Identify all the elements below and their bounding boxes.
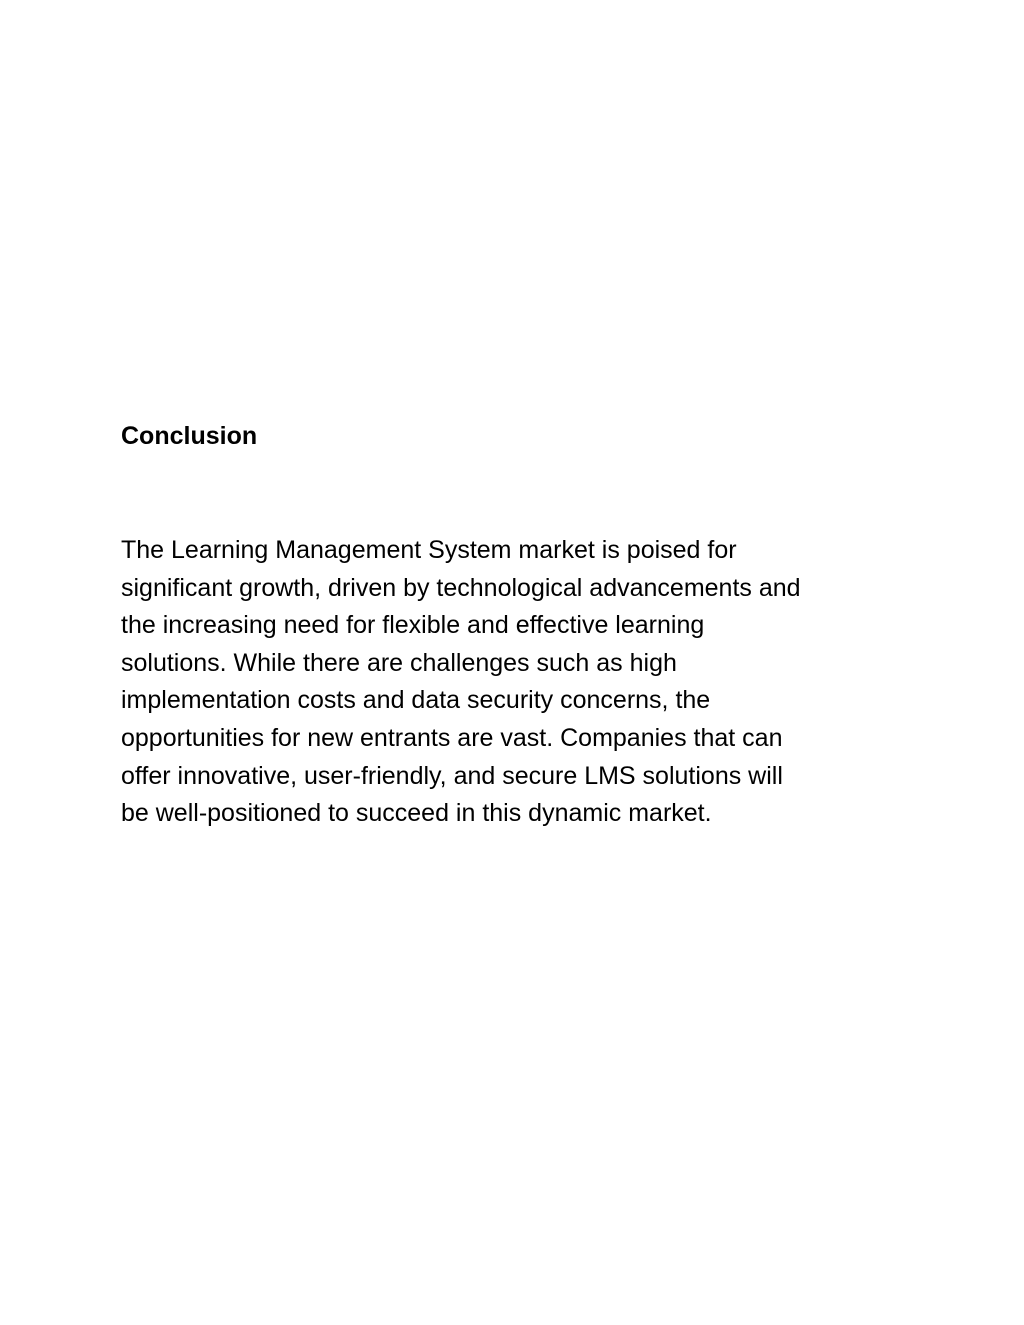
section-heading: Conclusion	[121, 422, 258, 450]
paragraph-line: the increasing need for flexible and effective learning	[121, 611, 705, 640]
paragraph-line: offer innovative, user-friendly, and secure LMS solutions will	[121, 761, 783, 790]
conclusion-paragraph	[121, 532, 911, 833]
paragraph-line: solutions. While there are challenges such as high	[121, 648, 677, 677]
paragraph-line: be well-positioned to succeed in this dynamic market.	[121, 799, 712, 828]
paragraph-line: opportunities for new entrants are vast. Companies that can	[121, 723, 783, 752]
paragraph-line: implementation costs and data security concerns, the	[121, 686, 711, 715]
paragraph-line: significant growth, driven by technological advancements and	[121, 573, 801, 602]
paragraph-line: The Learning Management System market is poised for	[121, 536, 737, 564]
